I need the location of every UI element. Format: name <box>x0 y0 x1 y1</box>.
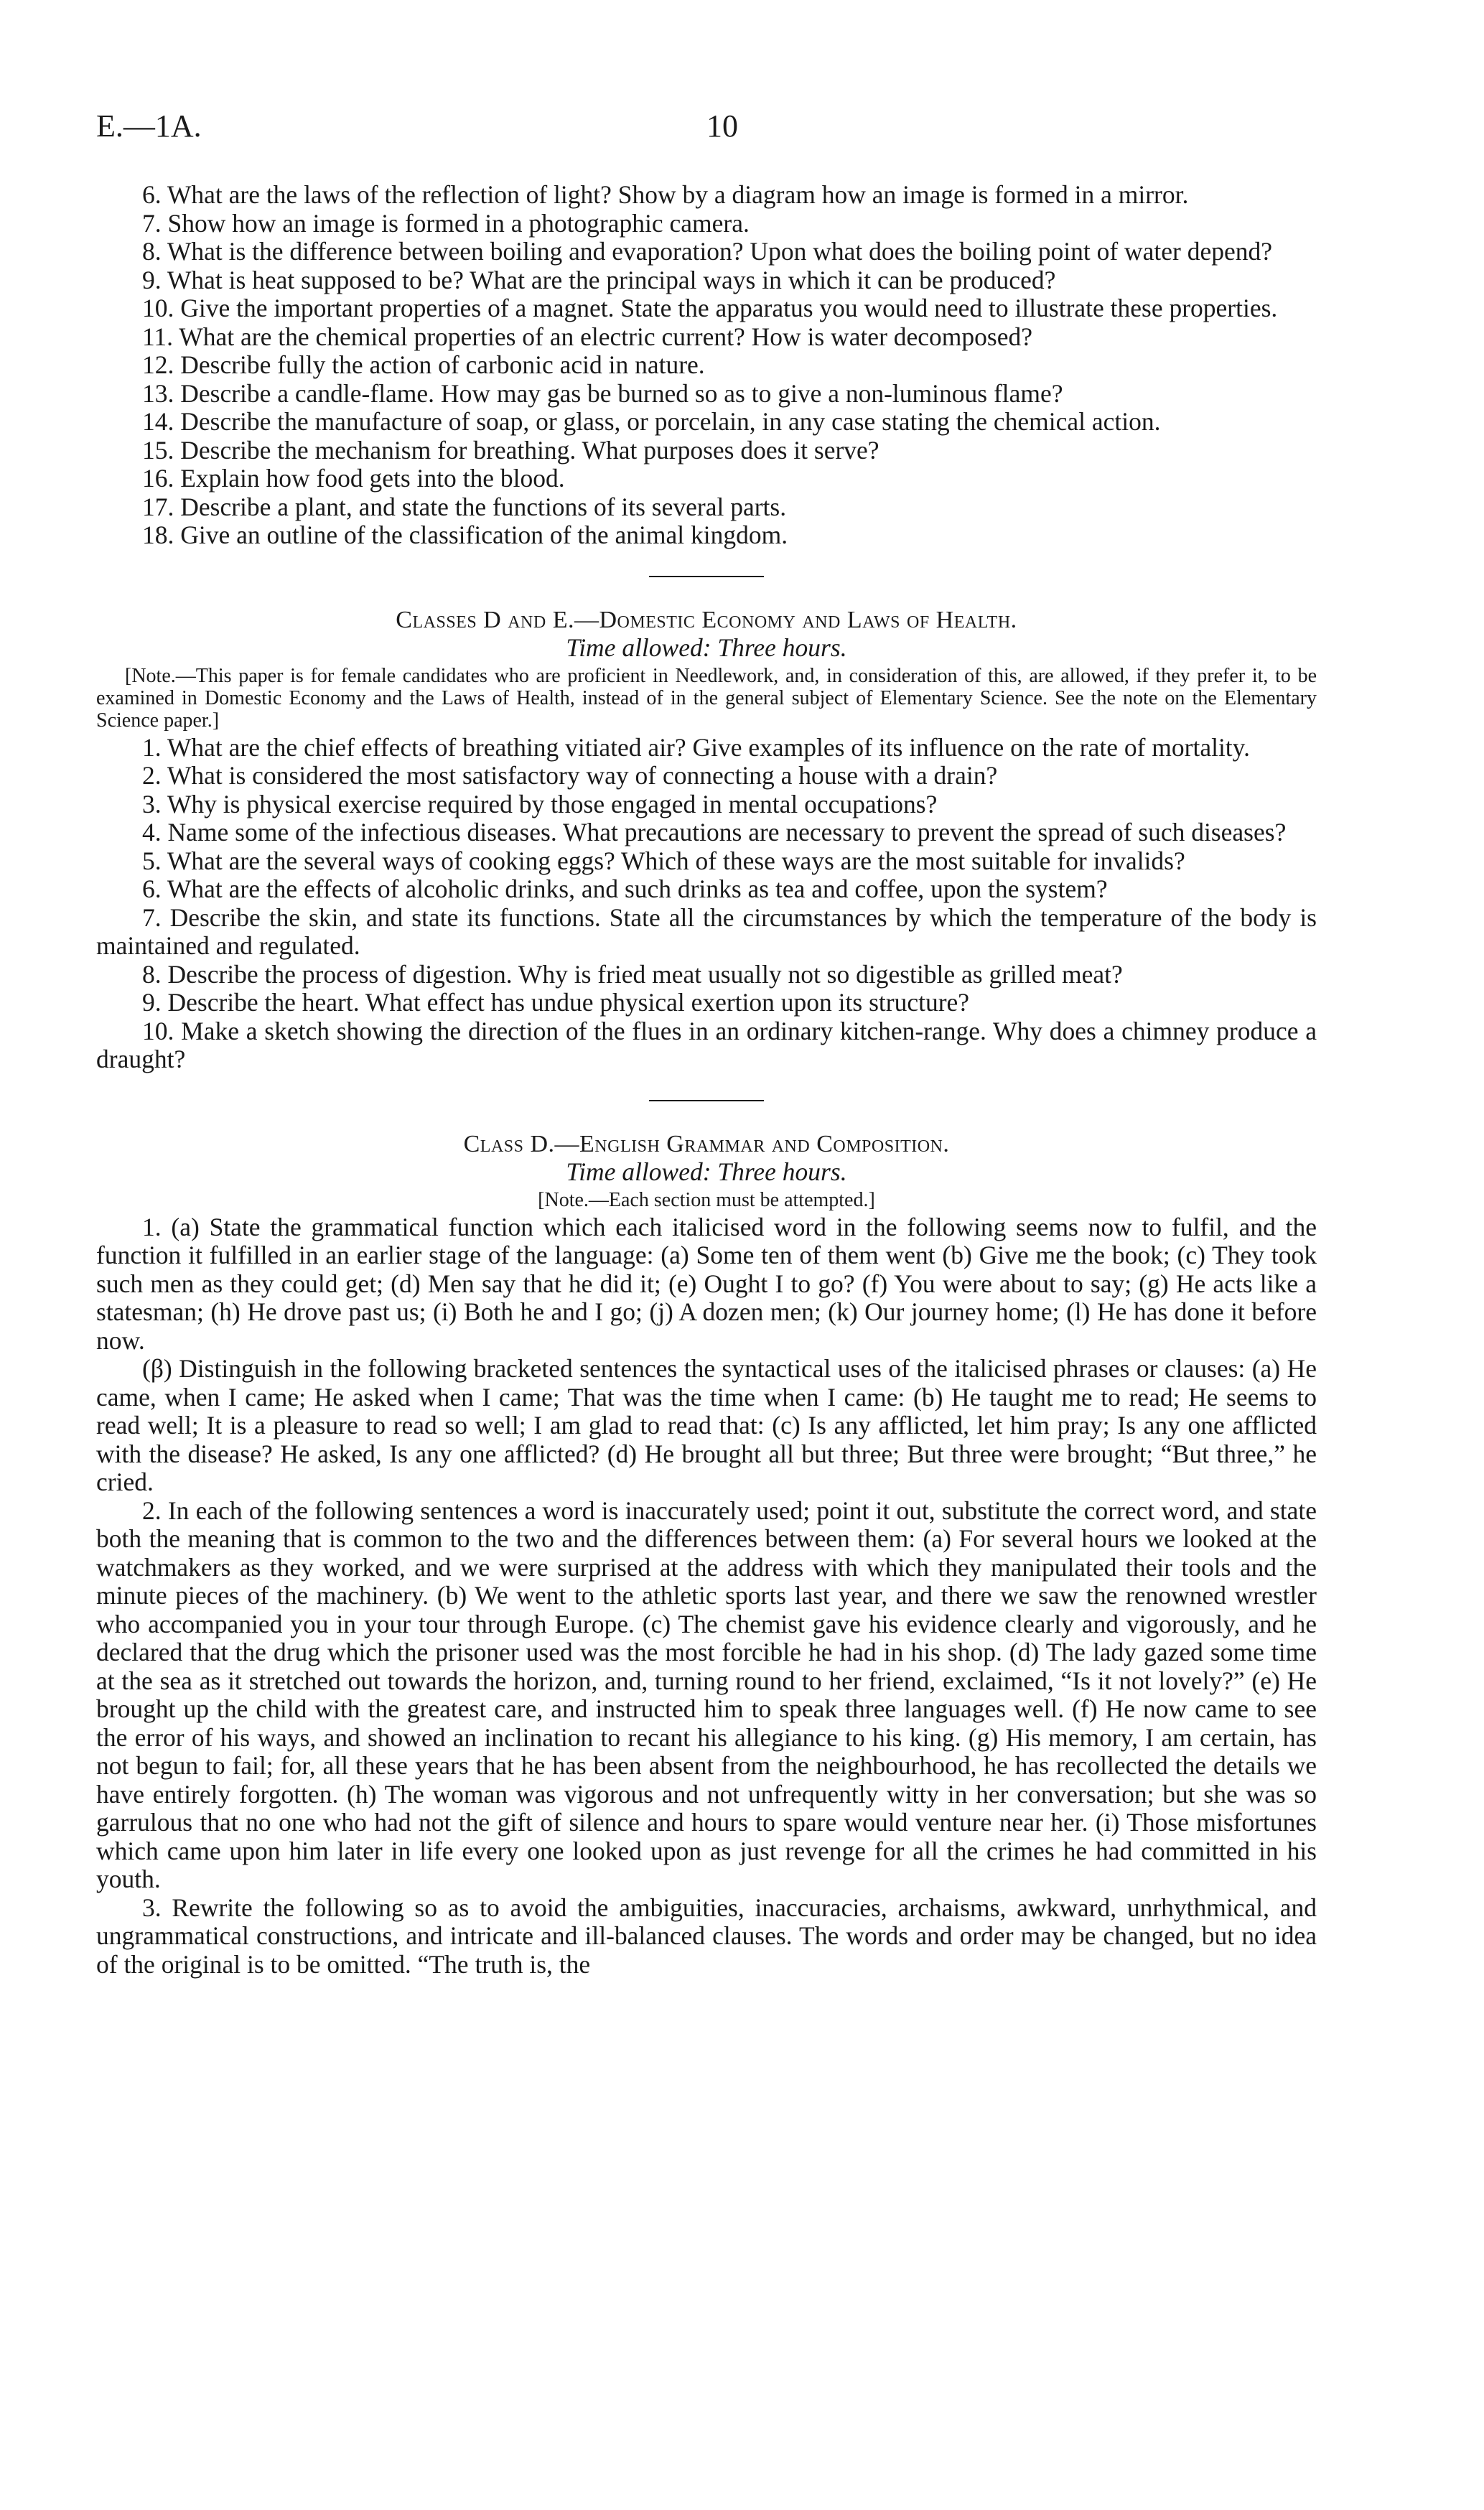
question: 5. What are the several ways of cooking eggs? Which of these ways are the most suitable for invalids? <box>142 846 1185 875</box>
question: 15. Describe the mechanism for breathing. What purposes does it serve? <box>142 435 879 465</box>
time-allowed: Time allowed: Three hours. <box>566 1157 847 1186</box>
question: 18. Give an outline of the classification of the animal kingdom. <box>142 521 788 549</box>
question: 7. Show how an image is formed in a photographic camera. <box>142 208 750 238</box>
question: 11. What are the chemical properties of an electric current? How is water decomposed? <box>142 322 1032 351</box>
question: 9. Describe the heart. What effect has undue physical exertion upon its structure? <box>142 988 970 1017</box>
question: 8. Describe the process of digestion. Why is fried meat usually not so digestible as grilled meat? <box>142 959 1123 989</box>
time-allowed: Time allowed: Three hours. <box>566 633 847 662</box>
question: (β) Distinguish in the following bracketed sentences the syntactical uses of the italicised phrases or clauses: (a) He came, when I came; He asked when I came; That was the time when I came: (b) He taught me to read; He seems to read well; It is a pleasure to read so well; I am glad to read that: (c) Is any afflicted, let him pray; Is any one afflicted with the disease? He asked, Is any one afflicted? (d) He brought all but three; But three were brought; “But three,” he cried. <box>96 1354 1317 1496</box>
question: 2. In each of the following sentences a word is inaccurately used; point it out, substitute the correct word, and state both the meaning that is common to the two and the differences between them: (a) For several hours we looked at the watchmakers as they worked, and we were surprised at the address with which they manipulated their tools and the minute pieces of the machinery. (b) We went to the athletic sports last year, and there we saw the renowned wrestler who accompanied you in your tour through Europe. (c) The chemist gave his evidence clearly and vigorously, and he declared that the drug which the prisoner used was the most forcible he had in his shop. (d) The lady gazed some time at the sea as it stretched out towards the horizon, and, turning round to her friend, exclaimed, “Is it not lovely?” (e) He brought up the child with the greatest care, and instructed him to speak three languages well. (f) He now came to see the error of his ways, and showed an inclination to recant his allegiance to his king. (g) His memory, I am certain, has not begun to fail; for, all these years that he has been absent from the neighbourhood, he has recollected the details we have entirely forgotten. (h) The woman was vigorous and not unfrequently witty in her conversation; but she was so garrulous that no one who had not the gift of silence and hours to spare would venture near her. (i) Those misfortunes which came upon him later in life every one looked upon as just revenge for all the crimes he had committed in his youth. <box>96 1496 1317 1893</box>
question: 2. What is considered the most satisfactory way of connecting a house with a drain? <box>142 761 998 790</box>
question: 7. Describe the skin, and state its functions. State all the circumstances by which the temperature of the body is maintained and regulated. <box>96 902 1317 960</box>
question: 13. Describe a candle-flame. How may gas be burned so as to give a non-luminous flame? <box>142 378 1063 408</box>
section-divider <box>649 576 764 577</box>
question: 1. (a) State the grammatical function which each italicised word in the following seems now to fulfil, and the function it fulfilled in an earlier stage of the language: (a) Some ten of them went (b) Give me the book; (c) They took such men as they could get; (d) Men say that he did it; (e) Ought I to go? (f) You were about to say; (g) He acts like a statesman; (h) He drove past us; (i) Both he and I go; (j) A dozen men; (k) Our journey home; (l) He has done it before now. <box>96 1212 1317 1355</box>
page-content <box>96 181 1317 1979</box>
page-number: 10 <box>706 108 738 144</box>
domestic-economy-section <box>96 606 1317 1074</box>
question: 17. Describe a plant, and state the functions of its several parts. <box>142 492 787 521</box>
question: 4. Name some of the infectious diseases. What precautions are necessary to prevent the spread of such diseases? <box>142 818 1287 846</box>
question: 10. Make a sketch showing the direction of the flues in an ordinary kitchen-range. Why does a chimney produce a draught? <box>96 1016 1317 1073</box>
section-title: Class D.—English Grammar and Composition. <box>463 1130 950 1157</box>
question: 16. Explain how food gets into the blood. <box>142 464 565 493</box>
page-header <box>96 108 1317 151</box>
question: 3. Rewrite the following so as to avoid the ambiguities, inaccuracies, archaisms, awkward, unrhythmical, and ungrammatical constructions, and intricate and ill-balanced clauses. The words and order may be changed, but no idea of the original is to be omitted. “The truth is, the <box>96 1893 1317 1979</box>
question: 8. What is the difference between boiling and evaporation? Upon what does the boiling point of water depend? <box>142 237 1273 266</box>
question: 10. Give the important properties of a magnet. State the apparatus you would need to illustrate these properties. <box>142 294 1278 322</box>
section-note: [Note.—Each section must be attempted.] <box>538 1188 875 1211</box>
document-code: E.—1A. <box>96 108 202 144</box>
section-title: Classes D and E.—Domestic Economy and Laws of Health. <box>396 606 1017 633</box>
question: 6. What are the effects of alcoholic drinks, and such drinks as tea and coffee, upon the system? <box>142 874 1108 903</box>
question: 12. Describe fully the action of carbonic acid in nature. <box>142 350 705 379</box>
question: 6. What are the laws of the reflection of light? Show by a diagram how an image is formed in a mirror. <box>142 180 1189 209</box>
question: 14. Describe the manufacture of soap, or glass, or porcelain, in any case stating the chemical action. <box>142 407 1161 436</box>
question: 9. What is heat supposed to be? What are the principal ways in which it can be produced? <box>142 265 1056 294</box>
question: 1. What are the chief effects of breathing vitiated air? Give examples of its influence on the rate of mortality. <box>142 732 1250 762</box>
question: 3. Why is physical exercise required by those engaged in mental occupations? <box>142 789 938 818</box>
section-note: [Note.—This paper is for female candidates who are proficient in Needlework, and, in consideration of this, are allowed, if they prefer it, to be examined in Domestic Economy and the Laws of Health, instead of in the general subject of Elementary Science. See the note on the Elementary Science paper.] <box>96 664 1317 732</box>
section-divider <box>649 1100 764 1101</box>
science-questions <box>96 181 1317 550</box>
english-grammar-section <box>96 1130 1317 1979</box>
